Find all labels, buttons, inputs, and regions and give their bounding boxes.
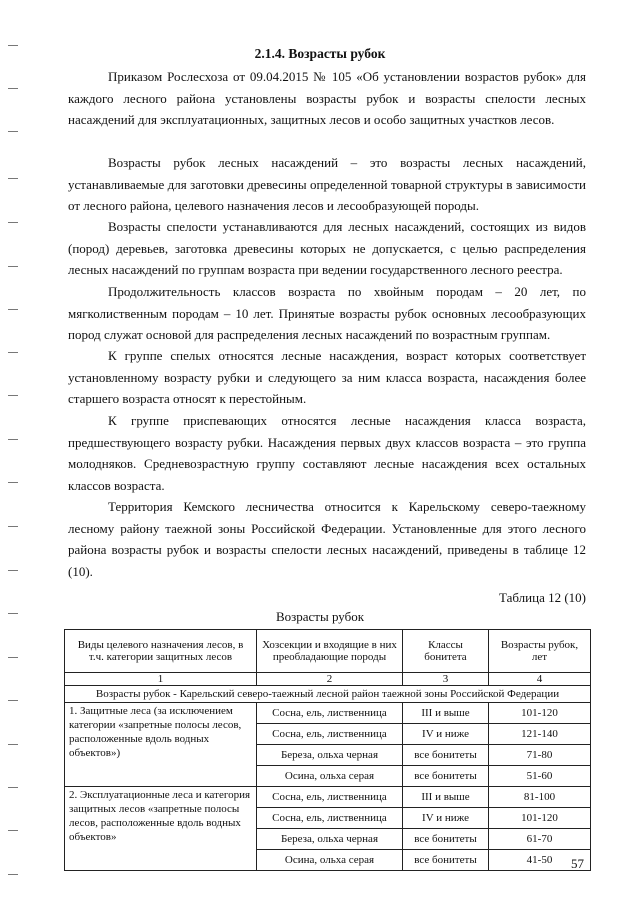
column-number: 4 [489, 673, 591, 686]
scan-edge-mark [8, 395, 18, 396]
table-row [65, 703, 591, 724]
paragraph: Территория Кемского лесничества относится к Карельскому северо-таежному лесному району таежной зоны Российской Федерации. Установленные для этого лесного района возрасты рубок и возрасты спелости лесных насаждений, приведены в таблице 12 (10). [68, 499, 586, 579]
scan-edge-mark [8, 266, 18, 267]
age-cell: 101-120 [489, 703, 591, 724]
scan-edge-mark [8, 482, 18, 483]
scan-edge-mark [8, 88, 18, 89]
column-number: 2 [257, 673, 403, 686]
age-cell: 121-140 [489, 724, 591, 745]
species-cell: Сосна, ель, лиственница [257, 787, 403, 808]
scan-edge-mark [8, 131, 18, 132]
paragraph: К группе спелых относятся лесные насаждения, возраст которых соответствует установленному возрасту рубки и следующего за ним класса возраста, насаждения более старшего возраста относят к перестойным. [68, 348, 586, 406]
species-cell: Осина, ольха серая [257, 850, 403, 871]
header-cell: Виды целевого назначения лесов, в т.ч. категории защитных лесов [65, 630, 257, 673]
table-row [65, 787, 591, 808]
species-cell: Сосна, ель, лиственница [257, 724, 403, 745]
header-cell: Хозсекции и входящие в них преобладающие породы [257, 630, 403, 673]
purpose-group-cell: 2. Эксплуатационные леса и категория защитных лесов «запретные полосы лесов, расположенные вдоль водных объектов» [65, 787, 257, 871]
scan-edge-mark [8, 874, 18, 875]
paragraph: Возрасты спелости устанавливаются для лесных насаждений, состоящих из видов (пород) деревьев, заготовка древесины которых не допускается, с целью распределения лесных насаждений по группам возраста при ведении государственного лесного реестра. [68, 219, 586, 277]
species-cell: Береза, ольха черная [257, 829, 403, 850]
paragraph: Возрасты рубок лесных насаждений – это возрасты лесных насаждений, устанавливаемые для заготовки древесины определенной товарной структуры в зависимости от лесного района, целевого назначения лесов и лесообразующей породы. [68, 155, 586, 213]
bonitet-cell: все бонитеты [403, 850, 489, 871]
bonitet-cell: III и выше [403, 787, 489, 808]
scan-edge-mark [8, 700, 18, 701]
species-cell: Сосна, ель, лиственница [257, 808, 403, 829]
age-cell: 41-50 [489, 850, 591, 871]
species-cell: Осина, ольха серая [257, 766, 403, 787]
table-header-row [65, 630, 591, 673]
species-cell: Береза, ольха черная [257, 745, 403, 766]
paragraph: Продолжительность классов возраста по хвойным породам – 20 лет, по мягколиственным породам – 10 лет. Принятые возрасты рубок основных лесообразующих пород служат основой для распределения лесных насаждений по возрастным группам. [68, 284, 586, 342]
purpose-group-cell: 1. Защитные леса (за исключением категории «запретные полосы лесов, расположенные вдоль водных объектов») [65, 703, 257, 787]
age-cell: 61-70 [489, 829, 591, 850]
section-heading: 2.1.4. Возрасты рубок [254, 46, 386, 61]
age-cell: 81-100 [489, 787, 591, 808]
scan-edge-mark [8, 526, 18, 527]
scan-edge-mark [8, 657, 18, 658]
bonitet-cell: IV и ниже [403, 808, 489, 829]
column-number: 3 [403, 673, 489, 686]
scan-edge-mark [8, 309, 18, 310]
table-title: Возрасты рубок [275, 609, 365, 624]
paragraph: Приказом Рослесхоза от 09.04.2015 № 105 «Об установлении возрастов рубок» для каждого лесного района установлены возрасты рубок и возрасты спелости лесных насаждений для эксплуатационных, защитных лесов и особо защитных участков лесов. [68, 69, 586, 127]
bonitet-cell: III и выше [403, 703, 489, 724]
ages-table [64, 629, 591, 871]
header-cell: Возрасты рубок, лет [489, 630, 591, 673]
header-cell: Классы бонитета [403, 630, 489, 673]
column-number: 1 [65, 673, 257, 686]
table-number: Таблица 12 (10) [498, 590, 586, 605]
bonitet-cell: IV и ниже [403, 724, 489, 745]
bonitet-cell: все бонитеты [403, 745, 489, 766]
age-cell: 101-120 [489, 808, 591, 829]
scan-edge-mark [8, 570, 18, 571]
column-number-row [65, 673, 591, 686]
scan-edge-mark [8, 178, 18, 179]
scan-edge-mark [8, 830, 18, 831]
age-cell: 51-60 [489, 766, 591, 787]
bonitet-cell: все бонитеты [403, 766, 489, 787]
page-number: 57 [571, 856, 584, 871]
scan-edge-mark [8, 787, 18, 788]
scan-edge-mark [8, 352, 18, 353]
species-cell: Сосна, ель, лиственница [257, 703, 403, 724]
scan-edge-mark [8, 222, 18, 223]
paragraph: К группе приспевающих относятся лесные насаждения класса возраста, предшествующего возрасту рубки. Насаждения первых двух классов возраста – это группа молодняков. Средневозрастную группу составляют лесные насаждения всех остальных классов возраста. [68, 413, 586, 493]
scan-edge-mark [8, 439, 18, 440]
scan-edge-mark [8, 744, 18, 745]
age-cell: 71-80 [489, 745, 591, 766]
region-span-row [65, 686, 591, 703]
bonitet-cell: все бонитеты [403, 829, 489, 850]
region-span-cell: Возрасты рубок - Карельский северо-таежный лесной район таежной зоны Российской Федерации [65, 686, 591, 703]
